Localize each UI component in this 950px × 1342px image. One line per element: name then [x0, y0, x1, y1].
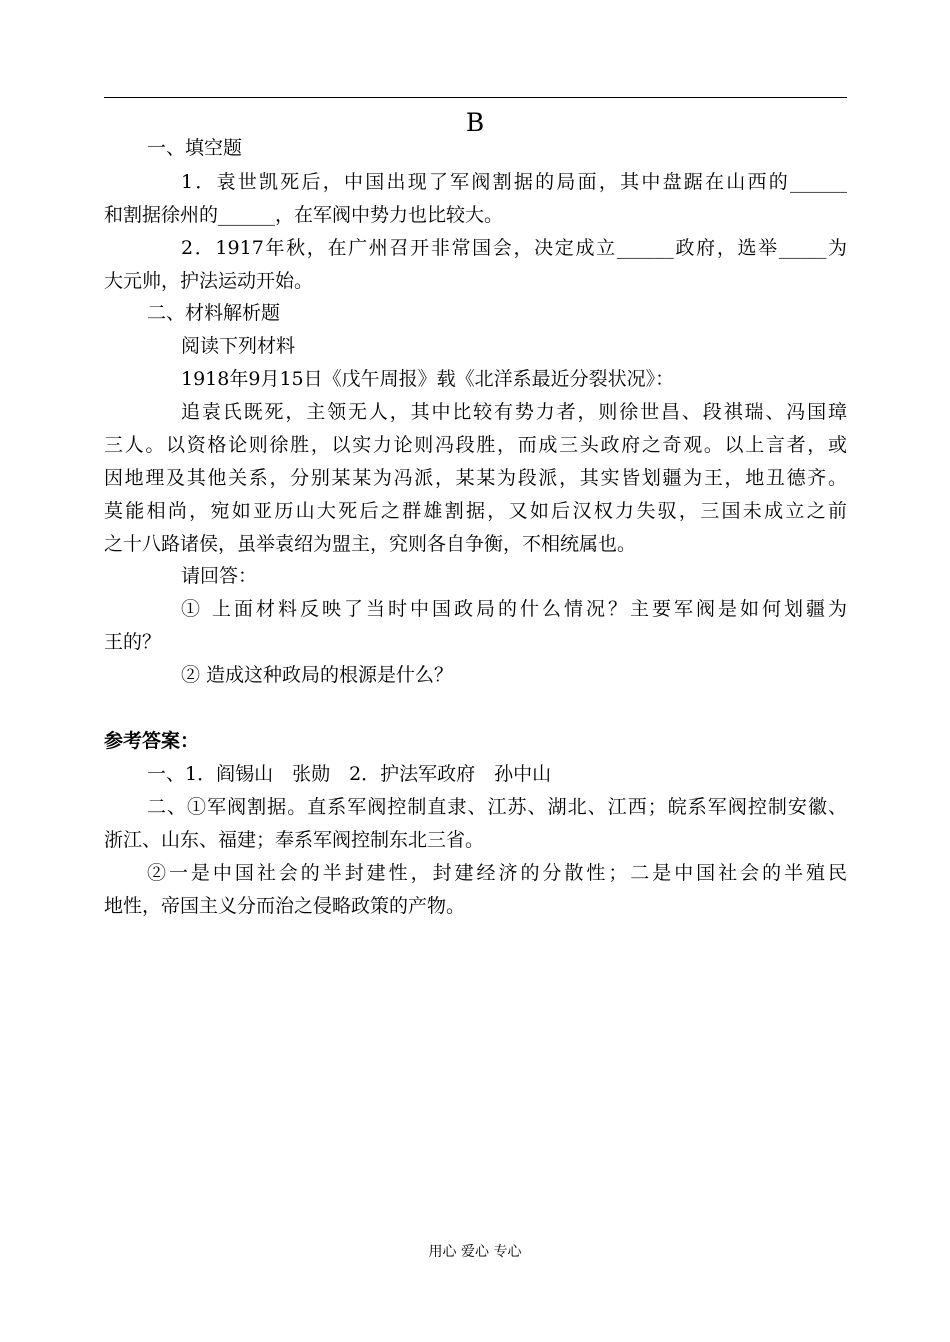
sub-question-1-line-2: 王的？ — [104, 631, 162, 653]
question-1-line-1: 1．袁世凯死后，中国出现了军阀割据的局面，其中盘踞在山西的______ — [181, 171, 847, 193]
read-intro: 阅读下列材料 — [181, 335, 296, 357]
answer-2-line-2: 浙江、山东、福建；奉系军阀控制东北三省。 — [104, 829, 485, 851]
page-title: B — [465, 108, 485, 137]
header-rule — [104, 97, 847, 98]
question-2-line-1: 2．1917年秋，在广州召开非常国会，决定成立______政府，选举_____为 — [181, 237, 847, 259]
material-line: 追袁氏既死，主领无人，其中比较有势力者，则徐世昌、段祺瑞、冯国璋 — [181, 401, 847, 423]
page-footer: 用心 爱心 专心 — [428, 1244, 522, 1260]
material-line: 之十八路诸侯，虽举袁绍为盟主，究则各自争衡，不相统属也。 — [104, 533, 637, 555]
answer-2-line-1: 二、①军阀割据。直系军阀控制直隶、江苏、湖北、江西；皖系军阀控制安徽、 — [147, 796, 847, 818]
material-source: 1918年9月15日《戊午周报》载《北洋系最近分裂状况》： — [181, 368, 675, 390]
answer-3-line-1: ②一是中国社会的半封建性，封建经济的分散性；二是中国社会的半殖民 — [147, 862, 847, 884]
answer-heading: 参考答案： — [104, 730, 200, 752]
question-2-line-2: 大元帅，护法运动开始。 — [104, 270, 314, 292]
question-1-line-2: 和割据徐州的______，在军阀中势力也比较大。 — [104, 204, 504, 226]
sub-question-2: ② 造成这种政局的根源是什么？ — [181, 664, 454, 686]
material-line: 三人。以资格论则徐胜，以实力论则冯段胜，而成三头政府之奇观。以上言者，或 — [104, 434, 847, 456]
section-heading-fill-in: 一、填空题 — [147, 137, 243, 159]
material-line: 莫能相尚，宛如亚历山大死后之群雄割据，又如后汉权力失驭，三国未成立之前 — [104, 500, 847, 522]
answer-1: 一、1．阎锡山 张勋 2．护法军政府 孙中山 — [147, 763, 552, 785]
answer-3-line-2: 地性，帝国主义分而治之侵略政策的产物。 — [104, 895, 466, 917]
sub-question-1-line-1: ① 上面材料反映了当时中国政局的什么情况？主要军阀是如何划疆为 — [181, 598, 847, 620]
material-line: 因地理及其他关系，分别某某为冯派，某某为段派，其实皆划疆为王，地丑德齐。 — [104, 467, 847, 489]
section-heading-material: 二、材料解析题 — [147, 302, 281, 324]
please-answer: 请回答： — [181, 565, 258, 587]
